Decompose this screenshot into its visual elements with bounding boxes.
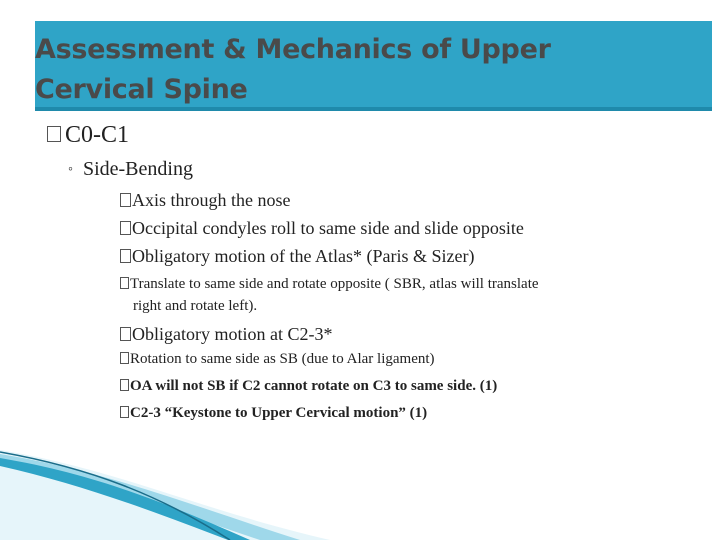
- checkbox-glyph-icon: [120, 249, 131, 263]
- slide-title-line2: Cervical Spine: [35, 74, 248, 105]
- sub-list-item-text: OA will not SB if C2 cannot rotate on C3 to same side. (1): [130, 378, 498, 394]
- checkbox-glyph-icon: [120, 406, 129, 418]
- list-item-text: Axis through the nose: [132, 190, 291, 210]
- checkbox-glyph-icon: [120, 221, 131, 235]
- list-item: [120, 246, 474, 267]
- list-item: [120, 324, 332, 345]
- heading-text: C0-C1: [65, 122, 130, 148]
- bullet-heading: [47, 122, 129, 149]
- sub-list-item: [120, 378, 497, 395]
- title-bar: [35, 21, 712, 111]
- checkbox-glyph-icon: [120, 327, 131, 341]
- checkbox-glyph-icon: [47, 126, 61, 142]
- bullet-subheading: [68, 158, 193, 181]
- list-item: [120, 190, 290, 211]
- checkbox-glyph-icon: [120, 379, 129, 391]
- sub-list-item-text: Translate to same side and rotate opposite ( SBR, atlas will translate: [130, 276, 539, 292]
- sub-list-item: [120, 351, 435, 368]
- slide-title-line1: Assessment & Mechanics of Upper: [35, 34, 551, 65]
- ring-bullet-icon: ◦: [68, 162, 73, 177]
- list-item-text: Obligatory motion at C2-3*: [132, 324, 333, 344]
- sub-list-item-text: Rotation to same side as SB (due to Alar ligament): [130, 351, 435, 367]
- subheading-text: Side-Bending: [82, 158, 193, 180]
- checkbox-glyph-icon: [120, 352, 129, 364]
- list-item-text: Obligatory motion of the Atlas* (Paris & Sizer): [132, 246, 475, 266]
- sub-list-item-text: C2-3 “Keystone to Upper Cervical motion” (1): [130, 405, 428, 421]
- sub-list-item: [120, 276, 539, 293]
- slide-title: [35, 30, 635, 110]
- sub-list-item: [120, 405, 427, 422]
- decorative-wave-graphic: [0, 450, 720, 540]
- sub-list-item-text: right and rotate left).: [133, 298, 258, 314]
- checkbox-glyph-icon: [120, 193, 131, 207]
- checkbox-glyph-icon: [120, 277, 129, 289]
- list-item-text: Occipital condyles roll to same side and slide opposite: [132, 218, 524, 238]
- list-item: [120, 218, 524, 239]
- sub-list-item-continuation: [133, 298, 257, 315]
